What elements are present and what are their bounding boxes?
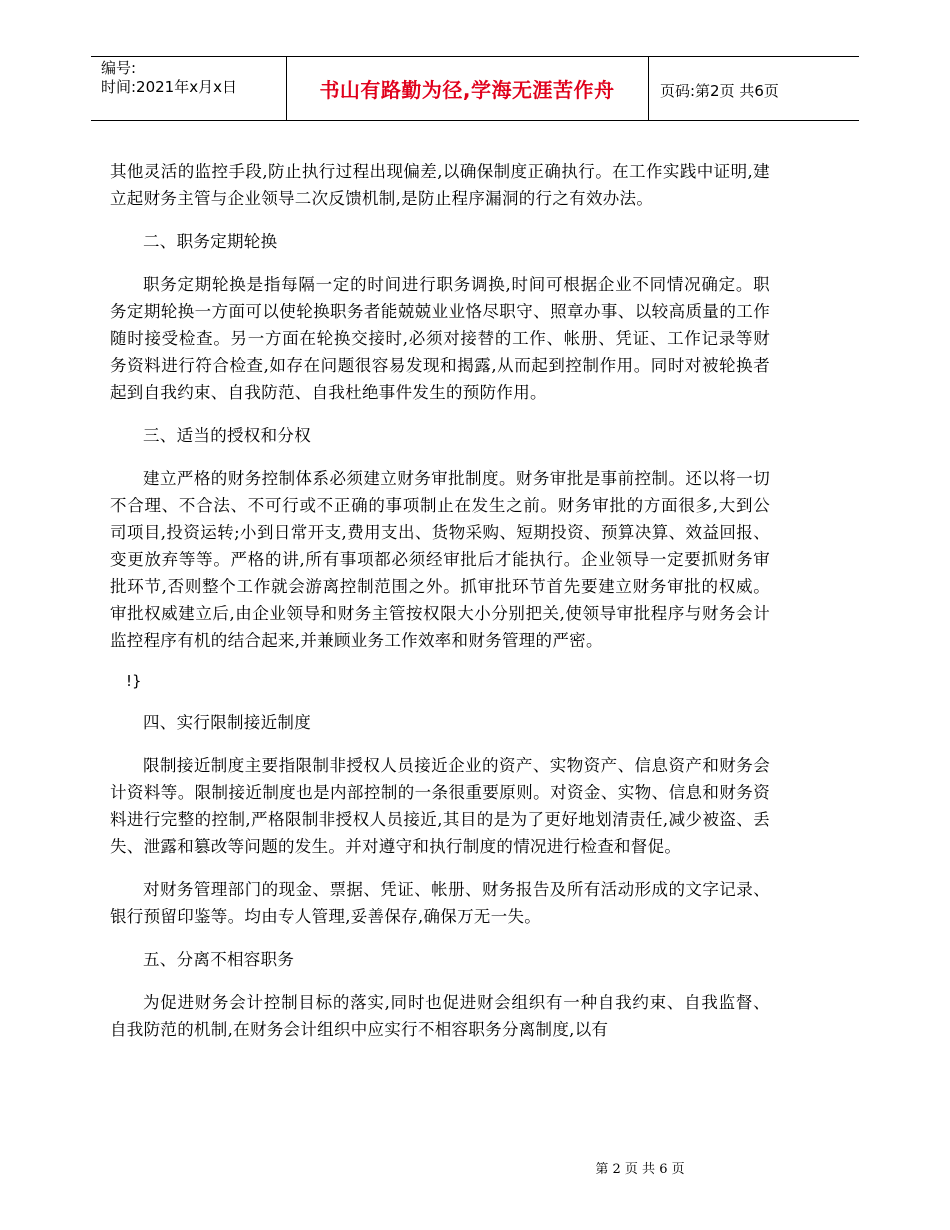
paragraph-restricted-access: 限制接近制度主要指限制非授权人员接近企业的资产、实物资产、信息资产和财务会计资料等。限制接近制度也是内部控制的一条很重要原则。对资金、实物、信息和财务资料进行完整的控制,严格限制非授权人员接近,其目的是为了更好地划清责任,减少被盗、丢失、泄露和篡改等问题的发生。并对遵守和执行制度的情况进行检查和督促。 [110,756,770,856]
header-meta [101,59,237,97]
section-heading-authorization: 三、适当的授权和分权 [143,426,311,445]
paragraph-continued: 其他灵活的监控手段,防止执行过程出现偏差,以确保制度正确执行。在工作实践中证明,建立起财务主管与企业领导二次反馈机制,是防止程序漏洞的行之有效办法。 [110,162,770,208]
section-heading-duty-separation: 五、分离不相容职务 [143,950,295,969]
header-divider-right [648,56,649,120]
paragraph-authorization: 建立严格的财务控制体系必须建立财务审批制度。财务审批是事前控制。还以将一切不合理、不合法、不可行或不正确的事项制止在发生之前。财务审批的方面很多,大到公司项目,投资运转;小到日常开支,费用支出、货物采购、短期投资、预算决算、效益回报、变更放弃等等。严格的讲,所有事项都必须经审批后才能执行。企业领导一定要抓财务审批环节,否则整个工作就会游离控制范围之外。抓审批环节首先要建立财务审批的权威。审批权威建立后,由企业领导和财务主管按权限大小分别把关,使领导审批程序与财务会计监控程序有机的结合起来,并兼顾业务工作效率和财务管理的严密。 [110,469,770,650]
paragraph-duty-separation: 为促进财务会计控制目标的落实,同时也促进财会组织有一种自我约束、自我监督、自我防范的机制,在财务会计组织中应实行不相容职务分离制度,以有 [110,993,770,1039]
header-bottom-rule [91,120,859,121]
paragraph-custody: 对财务管理部门的现金、票据、凭证、帐册、财务报告及所有活动形成的文字记录、银行预留印鉴等。均由专人管理,妥善保存,确保万无一失。 [110,880,770,926]
document-body [110,158,770,1043]
page-footer-number: 第 2 页 共 6 页 [595,1162,685,1177]
header-top-rule [91,56,859,57]
stray-characters: !} [126,672,142,690]
document-number-label: 编号: [101,59,137,77]
header-page-info: 页码:第2页 共6页 [660,82,779,100]
document-time-label: 时间:2021年x月x日 [101,78,237,96]
section-heading-job-rotation: 二、职务定期轮换 [143,232,278,251]
section-heading-restricted-access: 四、实行限制接近制度 [143,713,311,732]
paragraph-job-rotation: 职务定期轮换是指每隔一定的时间进行职务调换,时间可根据企业不同情况确定。职务定期轮换一方面可以使轮换职务者能兢兢业业恪尽职守、照章办事、以较高质量的工作随时接受检查。另一方面在轮换交接时,必须对接替的工作、帐册、凭证、工作记录等财务资料进行符合检查,如存在问题很容易发现和揭露,从而起到控制作用。同时对被轮换者起到自我约束、自我防范、自我杜绝事件发生的预防作用。 [110,275,770,402]
header-motto: 书山有路勤为径,学海无涯苦作舟 [319,78,615,102]
